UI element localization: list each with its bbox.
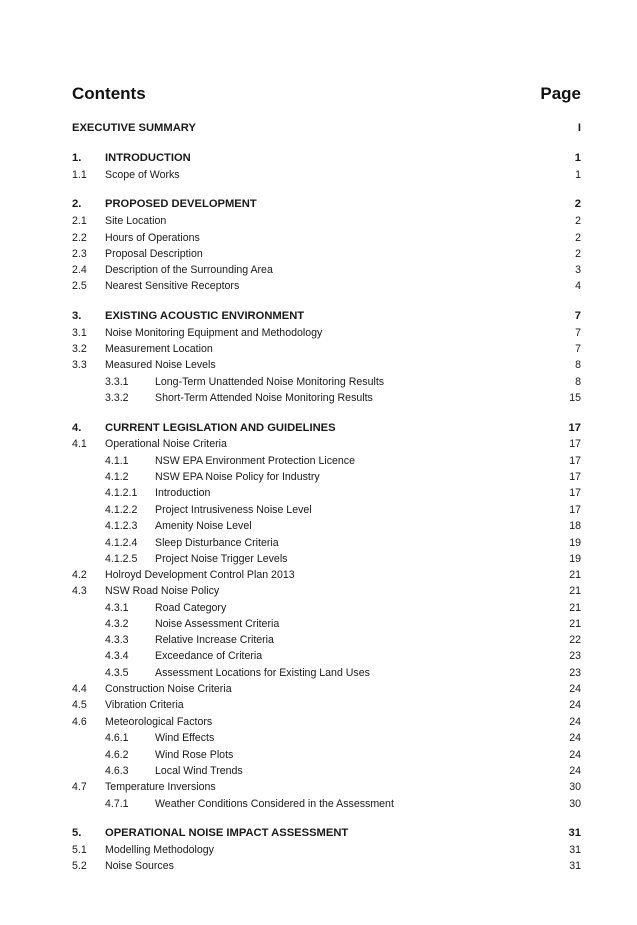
- toc-entry: [72, 665, 581, 681]
- toc-entry: [72, 697, 581, 713]
- toc-entry: [72, 357, 581, 373]
- toc-entry-page-number: I: [577, 122, 581, 134]
- contents-title: Contents: [72, 84, 146, 103]
- toc-entry-title: Meteorological Factors: [105, 716, 213, 728]
- toc-entry: [72, 730, 581, 746]
- toc-entry-page-number: 7: [574, 310, 581, 322]
- toc-entry-title: Measurement Location: [105, 343, 213, 355]
- toc-entry-page-number: 17: [569, 487, 581, 499]
- toc-entry-title: CURRENT LEGISLATION AND GUIDELINES: [105, 422, 336, 434]
- toc-entry-title: Sleep Disturbance Criteria: [155, 537, 279, 549]
- toc-entry-page-number: 23: [569, 650, 581, 662]
- toc-entry: [72, 213, 581, 229]
- toc-entry: [72, 779, 581, 795]
- toc-entry-page-number: 24: [569, 765, 581, 777]
- toc-entry-number: 1.: [72, 152, 82, 164]
- toc-entry: [72, 535, 581, 551]
- toc-entry-page-number: 17: [569, 455, 581, 467]
- toc-entry-number: 4.1.2.5: [105, 553, 138, 565]
- toc-entry-title: Local Wind Trends: [155, 765, 243, 777]
- toc-entry: [72, 796, 581, 812]
- toc-entry-title: Road Category: [155, 602, 227, 614]
- toc-heading-entry: [72, 308, 581, 324]
- toc-entry-number: 4.: [72, 422, 82, 434]
- toc-entry-title: Scope of Works: [105, 169, 180, 181]
- toc-entry: [72, 502, 581, 518]
- toc-entry-title: EXISTING ACOUSTIC ENVIRONMENT: [105, 310, 305, 322]
- toc-entry-number: 4.6.3: [105, 765, 129, 777]
- toc-entry-title: Weather Conditions Considered in the Assessment: [155, 798, 394, 810]
- toc-entry-number: 4.1.2.4: [105, 537, 138, 549]
- toc-entry: [72, 714, 581, 730]
- toc-entry-page-number: 30: [569, 798, 581, 810]
- toc-entry-title: Short-Term Attended Noise Monitoring Results: [155, 392, 373, 404]
- toc-entry-title: Hours of Operations: [105, 232, 200, 244]
- toc-entry-number: 4.1.2: [105, 471, 129, 483]
- toc-entry: [72, 262, 581, 278]
- toc-entry-title: INTRODUCTION: [105, 152, 191, 164]
- toc-entry: [72, 518, 581, 534]
- toc-entry-number: 4.7: [72, 781, 87, 793]
- toc-heading-entry: [72, 420, 581, 436]
- toc-entry-title: Modelling Methodology: [105, 844, 214, 856]
- toc-entry-title: Noise Assessment Criteria: [155, 618, 280, 630]
- page-column-label: Page: [540, 84, 581, 103]
- toc-entry-title: EXECUTIVE SUMMARY: [72, 122, 196, 134]
- toc-entry-title: Site Location: [105, 215, 167, 227]
- toc-entry-number: 2.5: [72, 280, 87, 292]
- toc-entry-page-number: 31: [569, 860, 581, 872]
- toc-entry-page-number: 2: [575, 248, 581, 260]
- toc-entry-number: 4.3.1: [105, 602, 129, 614]
- toc-entry: [72, 583, 581, 599]
- toc-entry-page-number: 2: [575, 232, 581, 244]
- toc-entry: [72, 632, 581, 648]
- toc-entry: [72, 763, 581, 779]
- toc-entry-number: 4.6: [72, 716, 87, 728]
- toc-entry: [72, 469, 581, 485]
- toc-entry: [72, 747, 581, 763]
- toc-entry-title: Vibration Criteria: [105, 699, 184, 711]
- toc-entry-number: 4.3.5: [105, 667, 129, 679]
- toc-entry-title: Exceedance of Criteria: [155, 650, 263, 662]
- toc-entry-number: 4.3.3: [105, 634, 129, 646]
- toc-heading-entry: [72, 150, 581, 166]
- toc-entry: [72, 453, 581, 469]
- toc-entry-number: 2.: [72, 198, 82, 210]
- toc-entry: [72, 230, 581, 246]
- toc-entry-title: Measured Noise Levels: [105, 359, 216, 371]
- toc-entry-page-number: 31: [569, 844, 581, 856]
- toc-entry-title: Temperature Inversions: [105, 781, 216, 793]
- toc-entry-title: Long-Term Unattended Noise Monitoring Results: [155, 376, 385, 388]
- toc-entry-page-number: 21: [569, 618, 581, 630]
- toc-entry: [72, 167, 581, 183]
- toc-heading-entry: [72, 825, 581, 841]
- toc-entry-number: 3.3: [72, 359, 87, 371]
- toc-entry-number: 4.3.2: [105, 618, 129, 630]
- toc-entry-title: NSW Road Noise Policy: [105, 585, 220, 597]
- toc-entry-page-number: 4: [575, 280, 581, 292]
- toc-entry-page-number: 7: [575, 327, 581, 339]
- toc-entry-number: 4.2: [72, 569, 87, 581]
- toc-entry-page-number: 31: [568, 827, 581, 839]
- toc-entry: [72, 341, 581, 357]
- toc-entry-number: 4.1.2.1: [105, 487, 138, 499]
- toc-entry-number: 4.3: [72, 585, 87, 597]
- toc-entry-title: Wind Rose Plots: [155, 749, 234, 761]
- toc-entry: [72, 325, 581, 341]
- toc-entry-title: OPERATIONAL NOISE IMPACT ASSESSMENT: [105, 827, 349, 839]
- toc-entry: [72, 374, 581, 390]
- toc-entry: [72, 390, 581, 406]
- toc-entry-page-number: 21: [569, 585, 581, 597]
- toc-entry-page-number: 8: [575, 359, 581, 371]
- toc-entry-page-number: 8: [575, 376, 581, 388]
- toc-entry-number: 2.1: [72, 215, 87, 227]
- toc-entry-title: Description of the Surrounding Area: [105, 264, 273, 276]
- toc-entry: [72, 278, 581, 294]
- toc-entry-number: 5.2: [72, 860, 87, 872]
- toc-entry-page-number: 2: [574, 198, 581, 210]
- toc-entry-title: Assessment Locations for Existing Land Uses: [155, 667, 370, 679]
- toc-entry-title: Holroyd Development Control Plan 2013: [105, 569, 295, 581]
- toc-entry-title: Operational Noise Criteria: [105, 438, 227, 450]
- toc-entry-page-number: 24: [569, 699, 581, 711]
- toc-entry-page-number: 1: [574, 152, 581, 164]
- toc-entry-number: 2.3: [72, 248, 87, 260]
- toc-entry-number: 3.3.1: [105, 376, 129, 388]
- toc-entry: [72, 551, 581, 567]
- toc-entry-title: Proposal Description: [105, 248, 203, 260]
- toc-entry-title: Noise Sources: [105, 860, 174, 872]
- toc-entry-title: PROPOSED DEVELOPMENT: [105, 198, 257, 210]
- toc-entry-number: 4.1: [72, 438, 87, 450]
- toc-entry: [72, 600, 581, 616]
- toc-entry-title: Project Noise Trigger Levels: [155, 553, 288, 565]
- toc-heading-entry: [72, 120, 581, 136]
- toc-entry: [72, 858, 581, 874]
- toc-entry-title: Project Intrusiveness Noise Level: [155, 504, 312, 516]
- toc-entry-title: Introduction: [155, 487, 211, 499]
- toc-entry-number: 4.3.4: [105, 650, 129, 662]
- toc-entry-page-number: 24: [569, 683, 581, 695]
- toc-heading-entry: [72, 196, 581, 212]
- toc-entry-number: 3.1: [72, 327, 87, 339]
- toc-entry-number: 4.6.2: [105, 749, 129, 761]
- toc-entry-title: NSW EPA Noise Policy for Industry: [155, 471, 320, 483]
- toc-entry-title: Nearest Sensitive Receptors: [105, 280, 240, 292]
- toc-entry-page-number: 30: [569, 781, 581, 793]
- toc-entry-number: 4.7.1: [105, 798, 129, 810]
- toc-entry: [72, 681, 581, 697]
- toc-entry: [72, 485, 581, 501]
- toc-entry: [72, 436, 581, 452]
- toc-entry-page-number: 24: [569, 716, 581, 728]
- toc-entry-page-number: 23: [569, 667, 581, 679]
- toc-entry-number: 3.2: [72, 343, 87, 355]
- toc-entry-page-number: 18: [569, 520, 581, 532]
- toc-entry: [72, 842, 581, 858]
- toc-entry-page-number: 19: [569, 553, 581, 565]
- toc-entry-number: 5.1: [72, 844, 87, 856]
- toc-entry-title: Amenity Noise Level: [155, 520, 252, 532]
- toc-entry-page-number: 2: [575, 215, 581, 227]
- toc-entry: [72, 567, 581, 583]
- toc-entry-number: 4.4: [72, 683, 87, 695]
- toc-entry-number: 2.4: [72, 264, 87, 276]
- toc-entry-title: Wind Effects: [155, 732, 215, 744]
- toc-entry-page-number: 1: [575, 169, 581, 181]
- toc-entry-page-number: 17: [568, 422, 581, 434]
- toc-entry-page-number: 17: [569, 504, 581, 516]
- toc-entry-page-number: 15: [569, 392, 581, 404]
- toc-entry-number: 4.1.1: [105, 455, 129, 467]
- toc-entry-page-number: 24: [569, 749, 581, 761]
- toc-entry-number: 5.: [72, 827, 82, 839]
- toc-entry: [72, 648, 581, 664]
- toc-entry-number: 3.3.2: [105, 392, 129, 404]
- toc-entry-number: 4.1.2.2: [105, 504, 138, 516]
- toc-entry-page-number: 17: [569, 471, 581, 483]
- toc-entry-page-number: 22: [569, 634, 581, 646]
- toc-entry-page-number: 19: [569, 537, 581, 549]
- toc-entry-number: 1.1: [72, 169, 87, 181]
- toc-entry-number: 2.2: [72, 232, 87, 244]
- toc-entry-title: NSW EPA Environment Protection Licence: [155, 455, 355, 467]
- toc-entry-page-number: 24: [569, 732, 581, 744]
- toc-entry-page-number: 3: [575, 264, 581, 276]
- toc-entry-title: Construction Noise Criteria: [105, 683, 232, 695]
- toc-entry-page-number: 17: [569, 438, 581, 450]
- toc-entry: [72, 246, 581, 262]
- toc-entry-number: 3.: [72, 310, 82, 322]
- toc-entry-number: 4.6.1: [105, 732, 129, 744]
- toc-entry: [72, 616, 581, 632]
- toc-entry-page-number: 21: [569, 569, 581, 581]
- toc-entry-title: Relative Increase Criteria: [155, 634, 274, 646]
- toc-entry-number: 4.1.2.3: [105, 520, 138, 532]
- toc-entry-number: 4.5: [72, 699, 87, 711]
- toc-entry-page-number: 7: [575, 343, 581, 355]
- toc-entry-title: Noise Monitoring Equipment and Methodology: [105, 327, 323, 339]
- toc-entry-page-number: 21: [569, 602, 581, 614]
